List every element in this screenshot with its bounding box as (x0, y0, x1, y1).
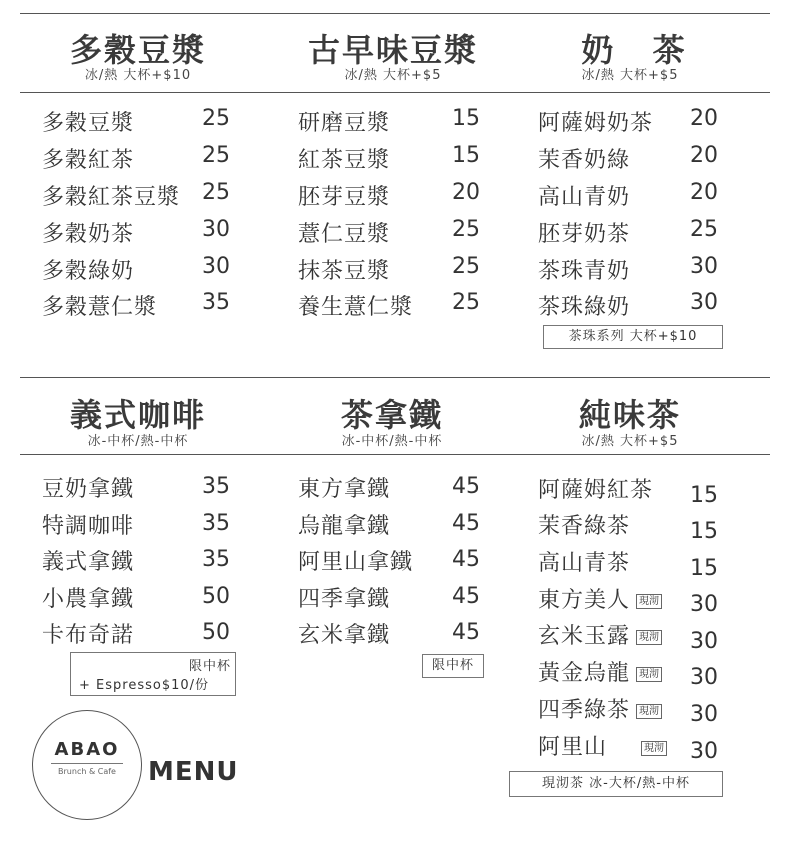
menu-item-price: 45 (452, 511, 480, 536)
category-subtitle-classic-soymilk: 冰/熱 大杯+$5 (344, 68, 442, 83)
menu-item-price: 25 (452, 290, 480, 315)
menu-item-price: 15 (690, 556, 718, 581)
menu-label: MENU (148, 757, 239, 787)
tea-latte-note: 限中杯 (422, 654, 484, 678)
category-title-pure-tea: 純味茶 (578, 396, 681, 434)
menu-item-name: 玄米拿鐵 (298, 623, 391, 648)
menu-item-price: 35 (202, 511, 230, 536)
menu-item-price: 25 (202, 143, 230, 168)
menu-item-price: 30 (690, 665, 718, 690)
menu-item-name: 高山青奶 (538, 185, 631, 210)
menu-item-name: 胚芽豆漿 (298, 185, 391, 210)
menu-item-name: 多穀綠奶 (42, 259, 135, 284)
menu-item-price: 20 (452, 180, 480, 205)
menu-item-price: 25 (690, 217, 718, 242)
menu-item-name: 東方美人 現沏 (538, 583, 662, 614)
menu-item-price: 50 (202, 584, 230, 609)
menu-item-price: 20 (690, 106, 718, 131)
category-title-tea-latte: 茶拿鐵 (340, 396, 443, 434)
brand-tagline: Brunch & Cafe (58, 767, 116, 776)
menu-item-name: 多穀奶茶 (42, 222, 135, 247)
menu-item-price: 30 (690, 592, 718, 617)
menu-item-price: 15 (452, 143, 480, 168)
menu-item-name: 特調咖啡 (42, 514, 135, 539)
category-subtitle-multigrain: 冰/熱 大杯+$10 (84, 68, 192, 83)
top-rule (20, 13, 770, 14)
fresh-brew-badge: 現沏 (636, 704, 662, 719)
section-divider (20, 377, 770, 378)
menu-item-name: 烏龍拿鐵 (298, 514, 391, 539)
menu-item-price: 15 (452, 106, 480, 131)
menu-item-name: 四季綠茶 現沏 (538, 693, 662, 724)
header-rule-1 (20, 92, 770, 93)
fresh-brew-note: 現沏茶 冰-大杯/熱-中杯 (509, 771, 723, 797)
logo-divider (51, 763, 123, 764)
menu-item-name: 多穀薏仁漿 (42, 295, 158, 320)
menu-item-name: 豆奶拿鐵 (42, 477, 135, 502)
menu-item-name: 胚芽奶茶 (538, 222, 631, 247)
menu-item-name: 四季拿鐵 (298, 587, 391, 612)
menu-item-price: 45 (452, 547, 480, 572)
menu-item-price: 15 (690, 519, 718, 544)
menu-item-price: 20 (690, 143, 718, 168)
menu-item-name: 阿里山拿鐵 (298, 550, 414, 575)
fresh-brew-badge: 現沏 (636, 630, 662, 645)
brand-name: ABAO (54, 739, 120, 760)
menu-item-price: 45 (452, 584, 480, 609)
menu-item-name: 高山青茶 (538, 551, 631, 576)
menu-item-name: 紅茶豆漿 (298, 148, 391, 173)
category-subtitle-pure-tea: 冰/熱 大杯+$5 (581, 434, 679, 449)
menu-item-name: 小農拿鐵 (42, 587, 135, 612)
menu-item-price: 30 (690, 739, 718, 764)
category-title-milk-tea: 奶 茶 (581, 31, 699, 69)
menu-item-name: 茉香奶綠 (538, 148, 631, 173)
category-title-multigrain: 多穀豆漿 (69, 31, 206, 69)
menu-item-name: 卡布奇諾 (42, 623, 135, 648)
category-title-classic-soymilk: 古早味豆漿 (307, 31, 478, 69)
category-subtitle-espresso: 冰-中杯/熱-中杯 (87, 434, 189, 449)
menu-item-price: 35 (202, 547, 230, 572)
fresh-brew-badge: 現沏 (641, 741, 667, 756)
category-subtitle-tea-latte: 冰-中杯/熱-中杯 (341, 434, 443, 449)
menu-item-name: 多穀紅茶 (42, 148, 135, 173)
menu-item-price: 30 (690, 254, 718, 279)
menu-item-price: 35 (202, 474, 230, 499)
menu-item-name: 多穀豆漿 (42, 111, 135, 136)
tea-pearl-note: 茶珠系列 大杯+$10 (543, 325, 723, 349)
menu-item-price: 45 (452, 620, 480, 645)
menu-item-price: 25 (452, 254, 480, 279)
menu-item-price: 25 (452, 217, 480, 242)
menu-item-name: 阿薩姆紅茶 (538, 478, 654, 503)
menu-item-price: 30 (690, 290, 718, 315)
menu-item-name: 東方拿鐵 (298, 477, 391, 502)
menu-item-price: 50 (202, 620, 230, 645)
espresso-note-extra: + Espresso$10/份 (79, 678, 210, 693)
fresh-brew-badge: 現沏 (636, 667, 662, 682)
menu-item-price: 15 (690, 483, 718, 508)
menu-item-name: 義式拿鐵 (42, 550, 135, 575)
espresso-note-size: 限中杯 (188, 659, 231, 674)
menu-item-name: 薏仁豆漿 (298, 222, 391, 247)
menu-item-price: 30 (202, 254, 230, 279)
menu-item-price: 45 (452, 474, 480, 499)
brand-logo (32, 710, 142, 820)
menu-item-name: 玄米玉露 現沏 (538, 619, 662, 650)
espresso-note (70, 652, 236, 696)
category-title-espresso: 義式咖啡 (69, 396, 206, 434)
menu-item-name: 茉香綠茶 (538, 514, 631, 539)
menu-item-name: 阿里山 現沏 (538, 730, 667, 761)
category-subtitle-milk-tea: 冰/熱 大杯+$5 (581, 68, 679, 83)
menu-item-name: 阿薩姆奶茶 (538, 111, 654, 136)
menu-item-name: 抹茶豆漿 (298, 259, 391, 284)
menu-item-price: 20 (690, 180, 718, 205)
fresh-brew-badge: 現沏 (636, 594, 662, 609)
menu-item-price: 30 (202, 217, 230, 242)
menu-item-name: 茶珠青奶 (538, 259, 631, 284)
menu-item-name: 養生薏仁漿 (298, 295, 414, 320)
header-rule-2 (20, 454, 770, 455)
menu-item-name: 多穀紅茶豆漿 (42, 185, 181, 210)
menu-item-price: 25 (202, 180, 230, 205)
menu-item-price: 35 (202, 290, 230, 315)
menu-item-price: 30 (690, 629, 718, 654)
menu-item-price: 30 (690, 702, 718, 727)
menu-item-name: 茶珠綠奶 (538, 295, 631, 320)
menu-item-name: 黃金烏龍 現沏 (538, 656, 662, 687)
menu-item-name: 研磨豆漿 (298, 111, 391, 136)
menu-item-price: 25 (202, 106, 230, 131)
